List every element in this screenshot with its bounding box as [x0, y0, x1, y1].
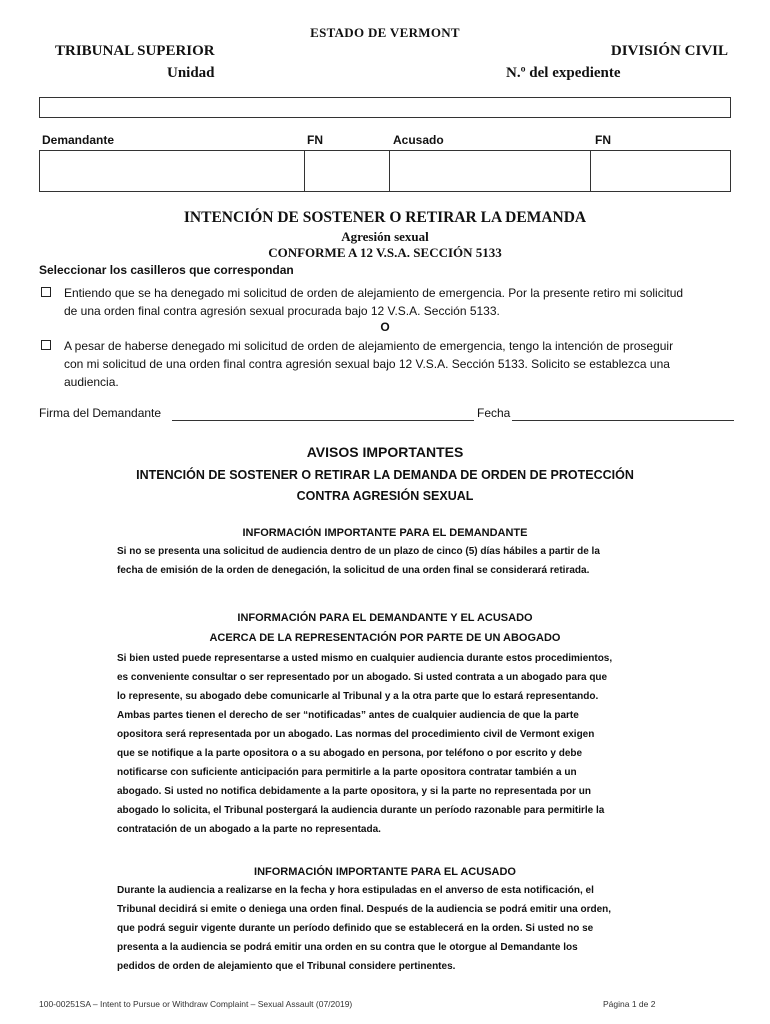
paragraph-line: Ambas partes tienen el derecho de ser “notificadas” antes de cualquier audiencia de que la parte — [117, 710, 579, 721]
paragraph-line: presenta a la audiencia se podrá emitir una orden en su contra que le otorgue al Demandante los — [117, 942, 578, 953]
paragraph-line: es conveniente consultar o ser representado por un abogado. Si usted contrata a un abogado para que — [117, 672, 608, 683]
attorney-info-paragraph — [117, 649, 653, 839]
defendant-label: Acusado — [393, 133, 444, 147]
withdraw-option-text — [64, 284, 734, 320]
paragraph-line: lo represente, su abogado debe comunicarle al Tribunal y a la otra parte que lo estará representando. — [117, 691, 599, 702]
attorney-info-subheading: ACERCA DE LA REPRESENTACIÓN POR PARTE DE UN ABOGADO — [209, 632, 561, 644]
form-title: INTENCIÓN DE SOSTENER O RETIRAR LA DEMANDA — [183, 209, 587, 226]
date-line[interactable] — [512, 420, 734, 421]
withdraw-option-line: Entiendo que se ha denegado mi solicitud de orden de alejamiento de emergencia. Por la presente retiro mi solicitud — [64, 286, 684, 300]
pursue-option-line: con mi solicitud de una orden final contra agresión sexual bajo 12 V.S.A. Sección 5133. Solicito se establezca una — [64, 357, 670, 371]
form-code: 100-00251SA – Intent to Pursue or Withdraw Complaint – Sexual Assault (07/2019) — [39, 999, 353, 1009]
paragraph-line: Si no se presenta una solicitud de audiencia dentro de un plazo de cinco (5) días hábiles a partir de la — [117, 546, 600, 557]
notices-title: AVISOS IMPORTANTES — [306, 444, 464, 460]
unit-label: Unidad — [167, 65, 215, 81]
paragraph-line: notificarse con suficiente anticipación para permitirle a la parte opositora contratar también a un — [117, 767, 577, 778]
docket-number-field[interactable] — [39, 97, 731, 118]
plaintiff-info-heading: INFORMACIÓN IMPORTANTE PARA EL DEMANDANTE — [242, 527, 528, 539]
defendant-dob-field[interactable] — [591, 151, 730, 191]
paragraph-line: pedidos de orden de alejamiento que el Tribunal considere pertinentes. — [117, 961, 456, 972]
form-subtitle: Agresión sexual — [341, 229, 429, 244]
paragraph-line: abogado lo solicita, el Tribunal postergará la audiencia durante un período razonable para permitirle la — [117, 805, 605, 816]
division-name: DIVISIÓN CIVIL — [610, 43, 728, 59]
pursue-option-line: A pesar de haberse denegado mi solicitud de orden de alejamiento de emergencia, tengo la intención de proseguir — [64, 339, 674, 353]
paragraph-line: Durante la audiencia a realizarse en la fecha y hora estipuladas en el anverso de esta notificación, el — [117, 885, 594, 896]
pursue-checkbox[interactable] — [41, 340, 51, 350]
plaintiff-info-paragraph — [117, 542, 653, 580]
defendant-field[interactable] — [390, 151, 591, 191]
notices-subtitle: CONTRA AGRESIÓN SEXUAL — [296, 489, 474, 503]
paragraph-line: Tribunal decidirá si emite o deniega una orden final. Después de la audiencia se podrá emitir una orden, — [117, 904, 612, 915]
select-instructions: Seleccionar los casilleros que correspondan — [39, 263, 294, 277]
or-separator: O — [380, 320, 390, 334]
paragraph-line: contratación de un abogado a la parte no representada. — [117, 824, 381, 835]
withdraw-checkbox[interactable] — [41, 287, 51, 297]
parties-table — [39, 150, 731, 192]
withdraw-option-line: de una orden final contra agresión sexual procurada bajo 12 V.S.A. Sección 5133. — [64, 304, 500, 318]
plaintiff-signature-label: Firma del Demandante — [39, 406, 162, 420]
plaintiff-field[interactable] — [40, 151, 305, 191]
court-name: TRIBUNAL SUPERIOR — [55, 43, 215, 59]
plaintiff-dob-field[interactable] — [305, 151, 390, 191]
paragraph-line: abogado. Si usted no notifica debidamente a la parte opositora, y si la parte no representada por un — [117, 786, 591, 797]
defendant-info-heading: INFORMACIÓN IMPORTANTE PARA EL ACUSADO — [254, 866, 516, 878]
pursue-option-line: audiencia. — [64, 375, 119, 389]
state-heading: ESTADO DE VERMONT — [310, 25, 460, 40]
date-label: Fecha — [477, 406, 511, 420]
plaintiff-signature-line[interactable] — [172, 420, 474, 421]
form-statute: CONFORME A 12 V.S.A. SECCIÓN 5133 — [268, 245, 502, 260]
paragraph-line: opositora será representada por un abogado. Las normas del procedimiento civil de Vermont exigen — [117, 729, 595, 740]
defendant-dob-label: FN — [595, 133, 611, 147]
pursue-option-text — [64, 337, 734, 391]
defendant-info-paragraph — [117, 881, 653, 976]
page-number: Página 1 de 2 — [603, 999, 656, 1009]
paragraph-line: fecha de emisión de la orden de denegación, la solicitud de una orden final se considerará retirada. — [117, 565, 590, 576]
plaintiff-label: Demandante — [42, 133, 115, 147]
paragraph-line: que podrá seguir vigente durante un período definido que se establecerá en la orden. Si usted no se — [117, 923, 594, 934]
paragraph-line: Si bien usted puede representarse a usted mismo en cualquier audiencia durante estos procedimientos, — [117, 653, 613, 664]
plaintiff-dob-label: FN — [307, 133, 323, 147]
docket-number-label: N.º del expediente — [506, 65, 621, 81]
notices-subtitle: INTENCIÓN DE SOSTENER O RETIRAR LA DEMANDA DE ORDEN DE PROTECCIÓN — [136, 468, 634, 482]
attorney-info-heading: INFORMACIÓN PARA EL DEMANDANTE Y EL ACUSADO — [237, 612, 533, 624]
paragraph-line: que se notifique a la parte opositora o a su abogado en persona, por teléfono o por escrito y debe — [117, 748, 583, 759]
